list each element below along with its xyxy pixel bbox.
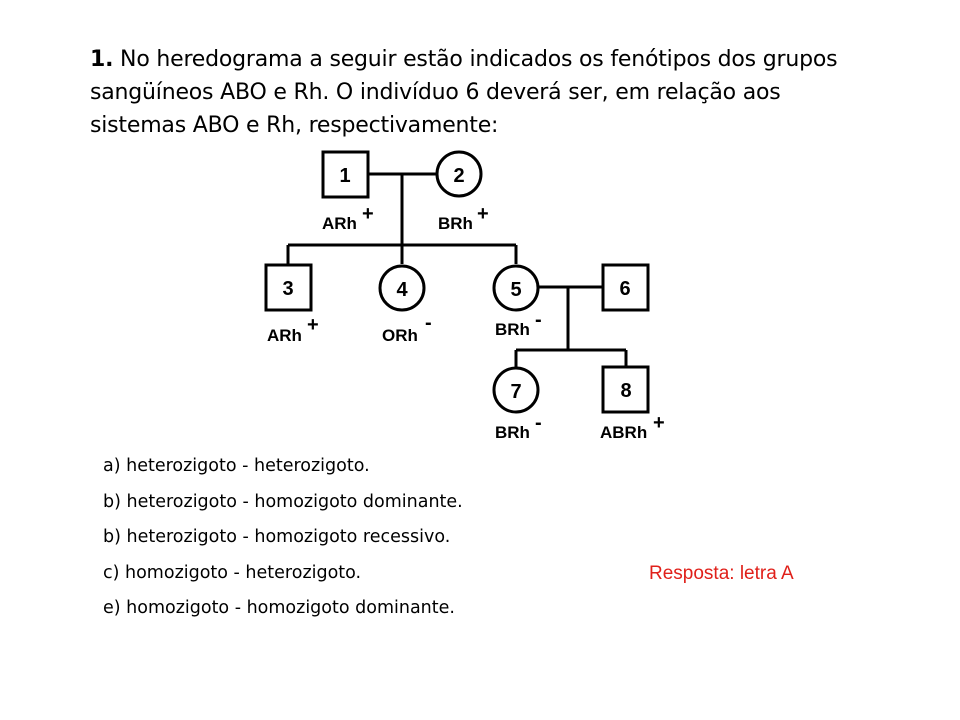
individual-4-phenotype: ORh xyxy=(382,326,418,345)
individual-2-phenotype: BRh xyxy=(438,214,473,233)
individual-3-phenotype: ARh xyxy=(267,326,302,345)
answer-text: Resposta: letra A xyxy=(649,563,794,584)
question-text xyxy=(90,43,870,142)
individual-5-number: 5 xyxy=(510,279,522,301)
question-number: 1. xyxy=(90,47,114,72)
individual-7-phenotype: BRh xyxy=(495,423,530,442)
individual-3-number: 3 xyxy=(282,278,294,300)
individual-2-rh: + xyxy=(477,203,489,225)
individual-4-rh: - xyxy=(425,312,432,334)
individual-3-rh: + xyxy=(307,314,319,336)
individual-8-number: 8 xyxy=(620,380,632,402)
question-statement: No heredograma a seguir estão indicados os fenótipos dos grupos sangüíneos ABO e Rh. O indivíduo 6 deverá ser, em relação aos sistemas ABO e Rh, respectivamente: xyxy=(90,47,838,138)
individual-6-number: 6 xyxy=(619,278,631,300)
individual-1-number: 1 xyxy=(339,165,351,187)
individual-5-rh: - xyxy=(535,309,542,331)
option-a: a) heterozigoto - heterozigoto. xyxy=(103,456,370,476)
option-b: b) heterozigoto - homozigoto dominante. xyxy=(103,491,463,512)
individual-7-rh: - xyxy=(535,412,542,434)
individual-4-number: 4 xyxy=(396,279,408,301)
option-c: c) homozigoto - heterozigoto. xyxy=(103,562,362,583)
answer-options-list xyxy=(103,453,463,631)
individual-8-phenotype: ABRh xyxy=(600,423,648,442)
option-e: e) homozigoto - homozigoto dominante. xyxy=(103,598,455,618)
pedigree-diagram xyxy=(250,142,670,448)
option-b-recessivo: b) heterozigoto - homozigoto recessivo. xyxy=(103,527,451,547)
individual-2-number: 2 xyxy=(453,165,465,187)
individual-1-rh: + xyxy=(362,203,374,225)
individual-7-number: 7 xyxy=(510,381,522,403)
individual-1-phenotype: ARh xyxy=(322,214,357,233)
individual-8-rh: + xyxy=(653,412,665,434)
individual-5-phenotype: BRh xyxy=(495,320,530,339)
